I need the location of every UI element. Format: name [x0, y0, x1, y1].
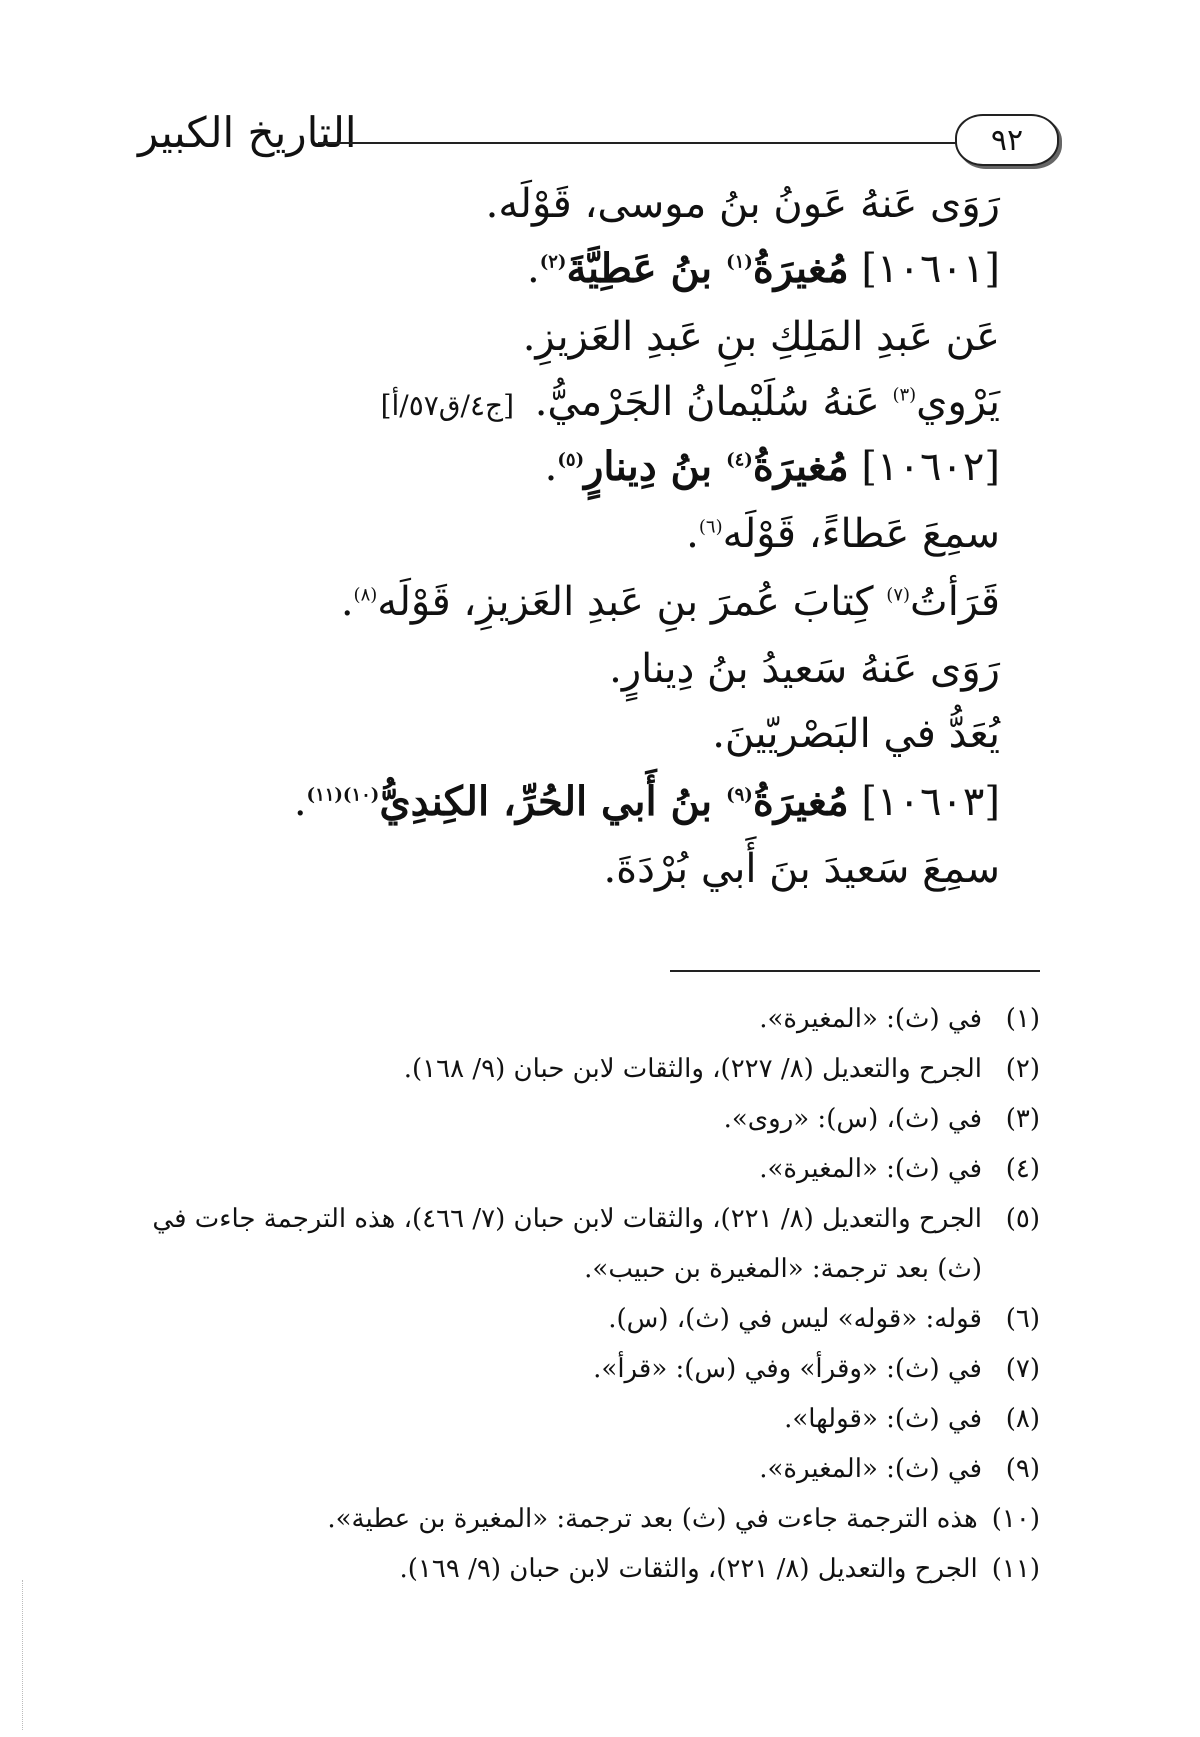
footnote-text: في (ث): «وقرأ» وفي (س): «قرأ». [593, 1354, 982, 1384]
footnote-ref: (١) [726, 251, 753, 273]
entry-name: مُغيرَةُ$^{(١)}$ بنُ عَطِيَّةَ$^{(٢)}$ [539, 245, 849, 292]
footnote [399, 1553, 1040, 1587]
footnote-separator [670, 970, 1040, 972]
footnote-number: (٧) [1005, 1354, 1040, 1384]
footnote-number: (٢) [1005, 1054, 1040, 1084]
entry-heading-10602: [١٠٦٠٢] مُغيرَةُ$^{(٤)}$ بنُ دِينارٍ$^{(٥)}$. [544, 443, 1000, 490]
entry-name: مُغيرَةُ$^{(٩)}$ بنُ أَبي الحُرِّ، الكِندِيُّ$^{(١٠)(١١)}$ [306, 778, 849, 825]
footnote-text: في (ث): «المغيرة». [759, 1154, 982, 1184]
footnote-number: (٩) [1005, 1454, 1040, 1484]
footnote-text: في (ث): «المغيرة». [759, 1454, 982, 1484]
footnote-continuation [584, 1253, 982, 1287]
text-line: يَرْوي$^{(٣)}$ عَنهُ سُلَيْمانُ الجَرْميُّ. [ج٤/ق٥٧/أ] [380, 379, 1000, 425]
footnote [152, 1203, 1040, 1237]
footnote-ref: (١٠)(١١) [306, 784, 380, 806]
footnote-ref: (٥) [557, 449, 585, 471]
entry-heading-10603: [١٠٦٠٣] مُغيرَةُ$^{(٩)}$ بنُ أَبي الحُرِّ، الكِندِيُّ$^{(١٠)(١١)}$. [293, 778, 1000, 825]
footnote [593, 1353, 1040, 1387]
footnote [759, 1153, 1040, 1187]
text-line [523, 313, 1000, 361]
footnote-number: (٣) [1005, 1104, 1040, 1134]
footnote [724, 1103, 1040, 1137]
footnote-text: الجرح والتعديل (٨/ ٢٢٧)، والثقات لابن حبان (٩/ ١٦٨). [403, 1054, 982, 1084]
footnote-ref: (٢) [539, 251, 567, 273]
footnote [327, 1503, 1040, 1537]
footnote-number: (٨) [1005, 1404, 1040, 1434]
entry-heading-10601: [١٠٦٠١] مُغيرَةُ$^{(١)}$ بنُ عَطِيَّةَ$^{(٢)}$. [526, 245, 1000, 292]
footnote-number: (٥) [1005, 1204, 1040, 1234]
text-line [603, 845, 1000, 893]
line-text: عَن عَبدِ المَلِكِ بنِ عَبدِ العَزيزِ. [522, 314, 1000, 360]
entry-name: مُغيرَةُ$^{(٤)}$ بنُ دِينارٍ$^{(٥)}$ [557, 443, 849, 490]
footnote-number: (٤) [1005, 1154, 1040, 1184]
entry-number: [١٠٦٠١] [861, 246, 1000, 292]
footnote-text: في (ث): «قولها». [784, 1404, 982, 1434]
footnote-text: (ث) بعد ترجمة: «المغيرة بن حبيب». [584, 1254, 982, 1284]
line-text: سمِعَ سَعيدَ بنَ أَبي بُرْدَةَ. [603, 846, 1000, 892]
footnote-number: (١) [1005, 1004, 1040, 1034]
scan-margin-marks [22, 1580, 25, 1730]
footnote-ref: (٧) [886, 584, 911, 606]
footnote-ref: (٨) [353, 584, 378, 606]
footnote-text: في (ث): «المغيرة». [759, 1004, 982, 1034]
page-header [0, 0, 1200, 175]
footnote-ref: (٣) [892, 384, 917, 406]
page-number-badge [955, 114, 1059, 166]
footnote-text: في (ث)، (س): «روى». [723, 1104, 982, 1134]
text-line [712, 710, 1000, 758]
footnote-number: (١٠) [991, 1504, 1040, 1534]
footnote-text: الجرح والتعديل (٨/ ٢٢١)، والثقات لابن حبان (٩/ ١٦٩). [399, 1554, 978, 1584]
page-number: ٩٢ [990, 122, 1024, 158]
footnote [759, 1003, 1040, 1037]
folio-reference: [ج٤/ق٥٧/أ] [380, 389, 514, 422]
footnote-ref: (٦) [698, 516, 723, 538]
footnote-ref: (٤) [726, 449, 753, 471]
footnote [784, 1403, 1040, 1437]
text-line [486, 180, 1000, 228]
footnote-number: (١١) [991, 1554, 1040, 1584]
text-line [609, 645, 1000, 693]
book-title: التاريخ الكبير [138, 108, 357, 157]
line-text: رَوَى عَنهُ عَونُ بنُ موسى، قَوْلَه. [485, 181, 1000, 227]
footnote [404, 1053, 1040, 1087]
footnote-ref: (٩) [726, 784, 753, 806]
entry-number: [١٠٦٠٢] [861, 444, 1000, 490]
line-text: يُعَدُّ في البَصْريّينَ. [712, 711, 1000, 757]
footnote [608, 1303, 1040, 1337]
text-line: سمِعَ عَطاءً، قَوْلَه$^{(٦)}$. [686, 511, 1000, 557]
footnote-number: (٦) [1005, 1304, 1040, 1334]
footnote [759, 1453, 1040, 1487]
header-rule [318, 142, 958, 144]
footnote-text: قوله: «قوله» ليس في (ث)، (س). [608, 1304, 982, 1334]
line-text: رَوَى عَنهُ سَعيدُ بنُ دِينارٍ. [609, 646, 1000, 692]
text-line: قَرَأتُ$^{(٧)}$ كِتابَ عُمرَ بنِ عَبدِ العَزيزِ، قَوْلَه$^{(٨)}$. [340, 579, 1000, 625]
entry-number: [١٠٦٠٣] [861, 779, 1000, 825]
footnote-text: الجرح والتعديل (٨/ ٢٢١)، والثقات لابن حبان (٧/ ٤٦٦)، هذه الترجمة جاءت في [152, 1204, 982, 1234]
footnote-text: هذه الترجمة جاءت في (ث) بعد ترجمة: «المغيرة بن عطية». [327, 1504, 978, 1534]
